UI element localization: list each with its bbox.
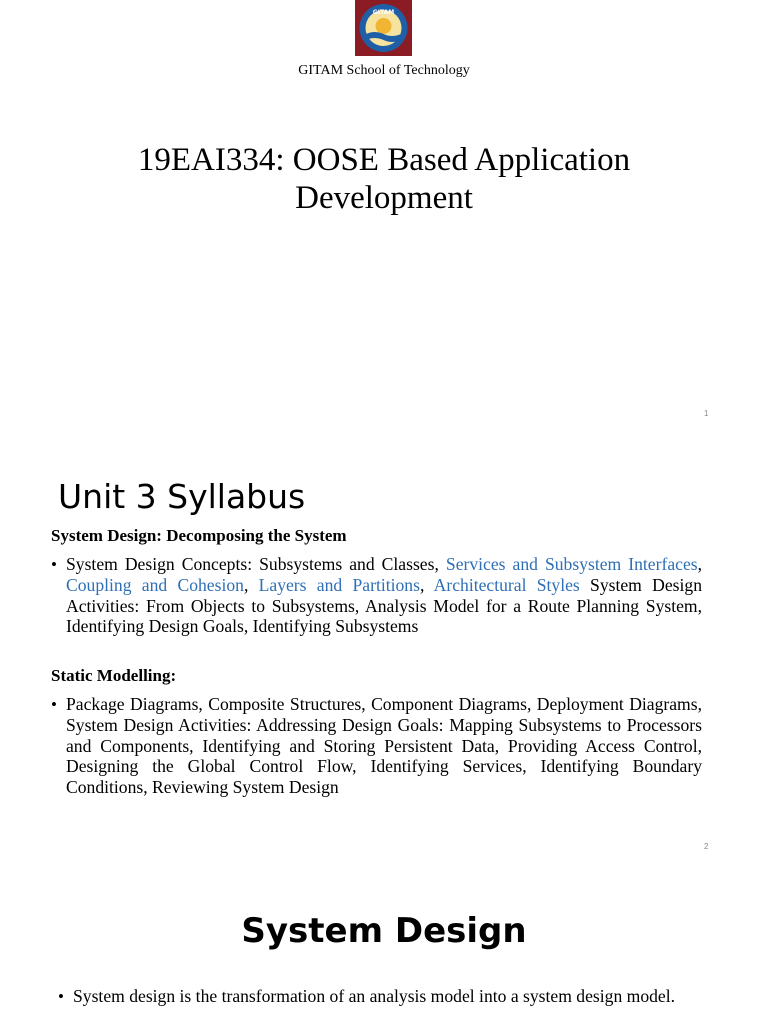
institution-name: GITAM School of Technology <box>298 63 470 78</box>
section-heading: System Design: Decomposing the System <box>51 526 347 545</box>
bullet-text: System design is the transformation of an analysis model into a system design model. <box>73 986 676 1006</box>
link-architectural-styles[interactable]: Architectural Styles <box>433 574 580 595</box>
gitam-logo-icon <box>355 0 412 56</box>
bullet-text-part: System Design Concepts: Subsystems and Classes, <box>66 554 446 574</box>
bullet-text: Package Diagrams, Composite Structures, Component Diagrams, Deployment Diagrams, System Design Activities: Addressing Design Goals: Mapping Subsystems to Processors and Components, Identifying and Storing Persistent Data, Providing Access Control, Designing the Global Control Flow, Identifying Services, Identifying Boundary Conditions, Reviewing System Design <box>66 694 702 798</box>
bullet-text <box>66 554 702 637</box>
logo-lettering: GITAM <box>372 9 395 16</box>
link-layers-and-partitions[interactable]: Layers and Partitions <box>258 574 420 595</box>
separator: , <box>697 554 703 574</box>
bullet-text-part: System Design Activities: From Objects to Subsystems, Analysis Model for a Route Planning System, Identifying Design Goals, Identifying Subsystems <box>66 574 702 637</box>
separator: , <box>243 574 259 595</box>
link-coupling-and-cohesion[interactable]: Coupling and Cohesion <box>66 574 244 595</box>
syllabus-slide <box>0 430 768 863</box>
title-slide <box>0 0 768 430</box>
slide-number: 1 <box>704 409 709 418</box>
bullet-icon: • <box>51 695 57 714</box>
slide-title: System Design <box>241 911 527 951</box>
system-design-slide <box>0 863 768 1024</box>
link-services-and-subsystem-interfaces[interactable]: Services and Subsystem Interfaces <box>445 554 698 574</box>
course-title: 19EAI334: OOSE Based Application Development <box>137 142 631 216</box>
section-heading: Static Modelling: <box>51 666 177 685</box>
slide-number: 2 <box>704 842 709 851</box>
slide-title: Unit 3 Syllabus <box>58 477 306 516</box>
bullet-icon: • <box>58 987 64 1006</box>
separator: , <box>419 574 434 595</box>
bullet-icon: • <box>51 555 57 574</box>
